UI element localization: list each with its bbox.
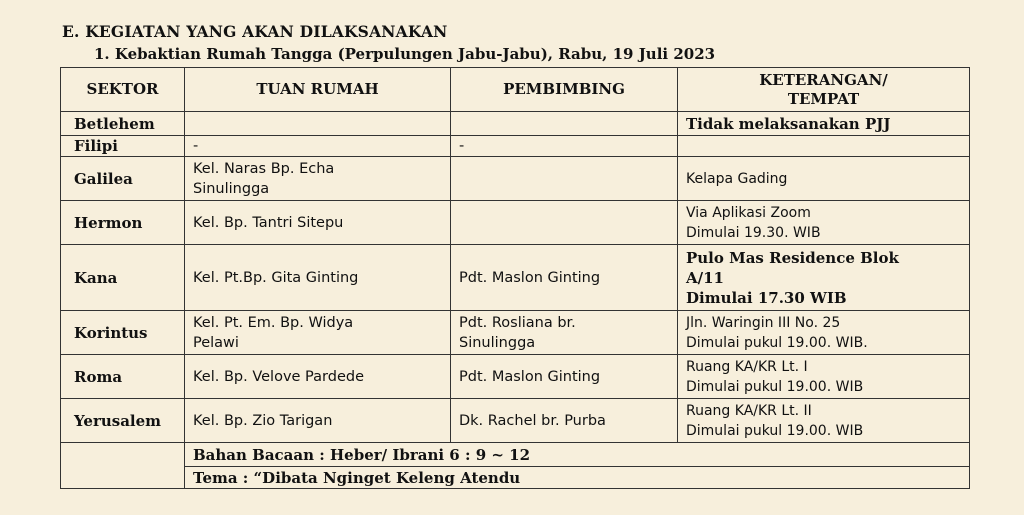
cell-sektor: Hermon bbox=[61, 201, 185, 245]
cell-tuan-rumah: - bbox=[185, 136, 451, 157]
tema: Tema : “Dibata Nginget Keleng Atendu bbox=[185, 467, 970, 489]
cell-keterangan bbox=[678, 136, 970, 157]
schedule-table bbox=[60, 67, 970, 489]
table-row bbox=[61, 245, 970, 311]
header-keterangan: KETERANGAN/ TEMPAT bbox=[678, 68, 970, 112]
cell-pembimbing: Pdt. Maslon Ginting bbox=[451, 245, 678, 311]
table-row bbox=[61, 201, 970, 245]
cell-sektor: Kana bbox=[61, 245, 185, 311]
activity-subheading: 1. Kebaktian Rumah Tangga (Perpulungen Jabu-Jabu), Rabu, 19 Juli 2023 bbox=[94, 45, 716, 63]
cell-tuan-rumah: Kel. Bp. Tantri Sitepu bbox=[185, 201, 451, 245]
cell-pembimbing: - bbox=[451, 136, 678, 157]
empty-sektor-cell bbox=[61, 443, 185, 489]
cell-tuan-rumah: Kel. Pt.Bp. Gita Ginting bbox=[185, 245, 451, 311]
cell-keterangan: Via Aplikasi Zoom Dimulai 19.30. WIB bbox=[678, 201, 970, 245]
table-row bbox=[61, 112, 970, 136]
cell-pembimbing bbox=[451, 157, 678, 201]
cell-keterangan: Ruang KA/KR Lt. II Dimulai pukul 19.00. WIB bbox=[678, 399, 970, 443]
table-row bbox=[61, 136, 970, 157]
cell-sektor: Yerusalem bbox=[61, 399, 185, 443]
cell-sektor: Filipi bbox=[61, 136, 185, 157]
cell-pembimbing: Dk. Rachel br. Purba bbox=[451, 399, 678, 443]
cell-keterangan: Pulo Mas Residence Blok A/11 Dimulai 17.30 WIB bbox=[678, 245, 970, 311]
cell-pembimbing bbox=[451, 112, 678, 136]
cell-keterangan: Ruang KA/KR Lt. I Dimulai pukul 19.00. WIB bbox=[678, 355, 970, 399]
cell-keterangan: Jln. Waringin III No. 25 Dimulai pukul 19.00. WIB. bbox=[678, 311, 970, 355]
cell-tuan-rumah: Kel. Bp. Velove Pardede bbox=[185, 355, 451, 399]
cell-pembimbing: Pdt. Rosliana br. Sinulingga bbox=[451, 311, 678, 355]
bahan-bacaan-row bbox=[61, 443, 970, 467]
section-heading: E. KEGIATAN YANG AKAN DILAKSANAKAN bbox=[62, 22, 448, 41]
cell-keterangan: Tidak melaksanakan PJJ bbox=[678, 112, 970, 136]
cell-sektor: Roma bbox=[61, 355, 185, 399]
tema-row bbox=[61, 467, 970, 489]
header-pembimbing: PEMBIMBING bbox=[451, 68, 678, 112]
cell-sektor: Galilea bbox=[61, 157, 185, 201]
cell-sektor: Korintus bbox=[61, 311, 185, 355]
cell-tuan-rumah: Kel. Pt. Em. Bp. Widya Pelawi bbox=[185, 311, 451, 355]
cell-sektor: Betlehem bbox=[61, 112, 185, 136]
header-sektor: SEKTOR bbox=[61, 68, 185, 112]
bahan-bacaan: Bahan Bacaan : Heber/ Ibrani 6 : 9 ~ 12 bbox=[185, 443, 970, 467]
cell-pembimbing bbox=[451, 201, 678, 245]
table-row bbox=[61, 355, 970, 399]
table-row bbox=[61, 399, 970, 443]
cell-tuan-rumah bbox=[185, 112, 451, 136]
table-row bbox=[61, 157, 970, 201]
table-header-row bbox=[61, 68, 970, 112]
header-tuan-rumah: TUAN RUMAH bbox=[185, 68, 451, 112]
cell-tuan-rumah: Kel. Naras Bp. Echa Sinulingga bbox=[185, 157, 451, 201]
cell-tuan-rumah: Kel. Bp. Zio Tarigan bbox=[185, 399, 451, 443]
cell-keterangan: Kelapa Gading bbox=[678, 157, 970, 201]
table-row bbox=[61, 311, 970, 355]
cell-pembimbing: Pdt. Maslon Ginting bbox=[451, 355, 678, 399]
